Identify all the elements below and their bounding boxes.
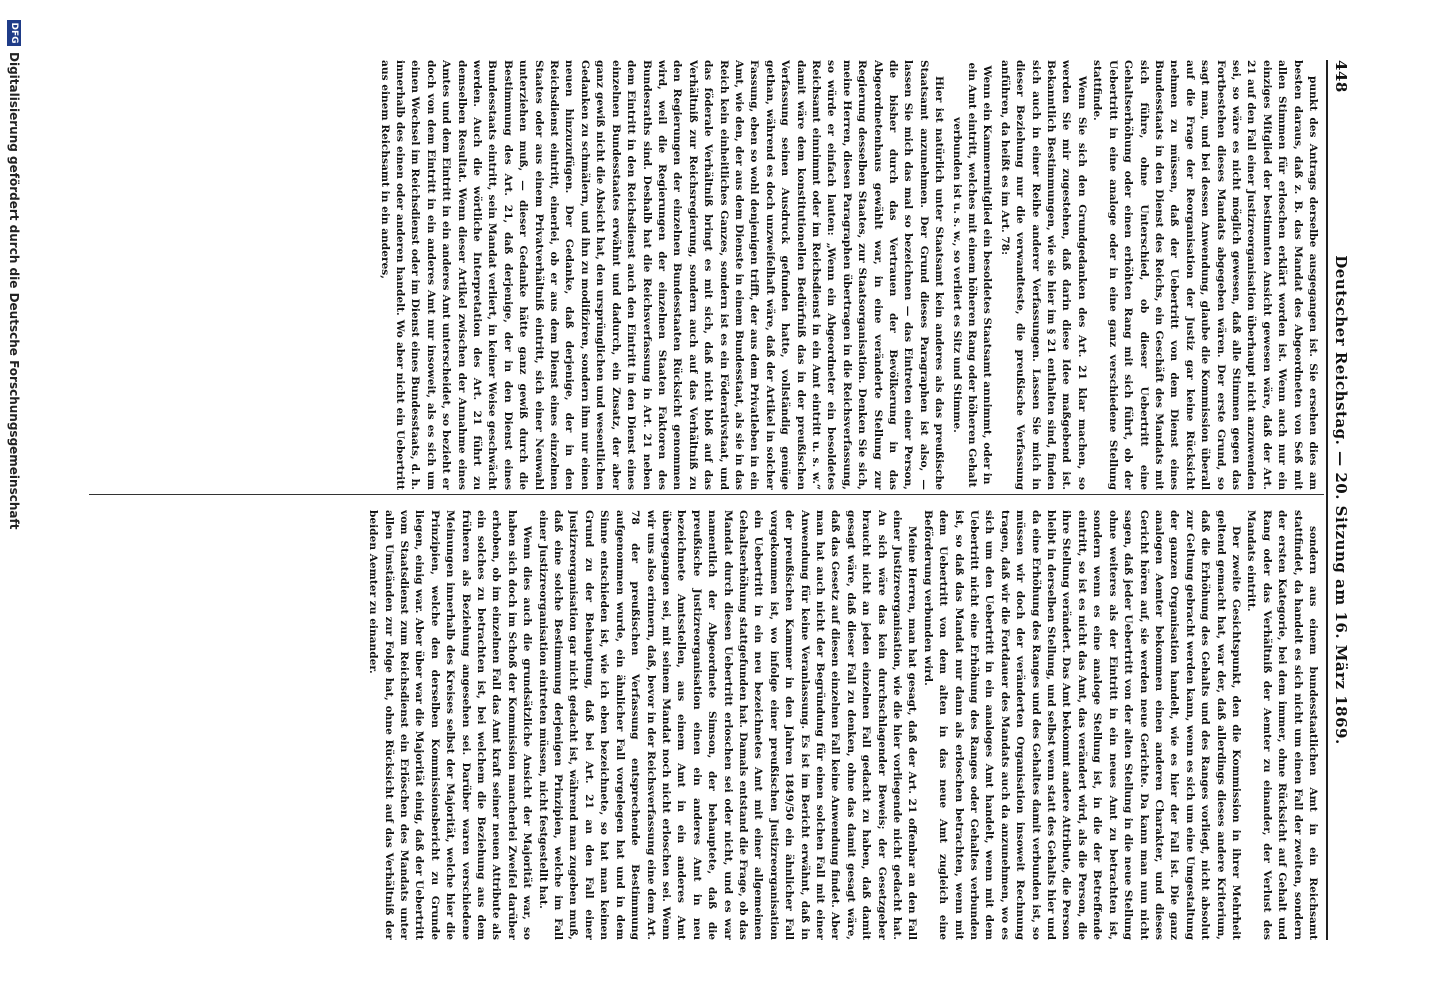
- column-divider: [89, 494, 1324, 495]
- left-paragraph: punkt des Antrags derselbe ausgegangen ist. Sie ersehen dies am besten daraus, daß z. B. das Mandat des Abgeordneten von Seß mit allen Stimmen für erloschen erklärt worden ist. Wenn auch nur ein einziges Mitglied der bestimmten Ansicht gewesen wäre, daß der Art. 21 auf den Fall einer Justizreorganisation überhaupt nicht anzuwenden sei, so wäre es nicht möglich gewesen, daß alle Stimmen gegen das Fortbestehen dieses Mandats abgegeben wären. Der erste Grund, so sagt man, und bei dessen Anwendung, glaube die Kommission überall auf die Frage der Reorganisation der Justiz gar keine Rücksicht nehmen zu müssen, daß der Uebertritt von dem Dienst eines Bundesstaats in den Dienst des Reichs, ein Geschäft des Mandats mit sich führe, ohne Unterschied, ob dieser Uebertritt eine Gehaltserhöhung oder einen erhöhten Rang mit sich führt, ob der Uebertritt in eine analoge oder in eine ganz verschiedene Stellung stattfinde.: [1091, 60, 1319, 490]
- page-number: 448: [1332, 60, 1350, 93]
- credit-text: Digitalisierung gefördert durch die Deutsche Forschungsgemeinschaft: [7, 52, 21, 530]
- header-rule: [1326, 60, 1328, 940]
- quoted-article: Wenn ein Kammermitglied ein besoldetes Staatsamt annimmt, oder in ein Amt eintritt, welches mit einem höheren Rang oder höheren Gehalt verbunden ist u. s. w., so verliert es Sitz und Stimme.: [950, 62, 994, 488]
- left-paragraph: Wenn Sie sich den Grundgedanken des Art. 21 klar machen, so werden Sie mir zugestehen, daß darin diese Idee maßgebend ist. Bekanntlich Bestimmungen, wie sie hier im § 21 enthalten sind, finden sich auch in einer Reihe anderer Verfassungen. Lassen Sie mich in dieser Beziehung nur die verwandteste, die preußische Verfassung anführen, da heißt es im Art. 78:: [998, 60, 1088, 490]
- dfg-logo: DFG: [7, 20, 21, 46]
- page-header: [1330, 60, 1352, 940]
- right-paragraph: Meine Herren, man hat gesagt, daß der Art. 21 offenbar an den Fall einer Justizreorganisation, wie die hier vorliegende nicht gedacht hat. An sich wäre das kein durchschlagender Beweis; der Gesetzgeber braucht nicht an jeden einzelnen Fall gedacht zu haben, daß damit gesagt wäre, daß dieser Fall zu denken, ohne das damit gesagt wäre, daß das Gesetz auf diesen einzelnen Fall keine Anwendung findet. Aber man hat auch nicht der Begründung für einen solchen Fall mit einer Anwendung für keine Veranlassung. Es ist im Bericht erwähnt, daß in der preußischen Kammer in den Jahren 1849/50 ein ähnlicher Fall vorgekommen ist, wo infolge einer preußischen Justizreorganisation ein Uebertritt in ein neu bezeichnetes Amt mit einer allgemeinen Gehaltserhöhung stattgefunden hat. Damals entstand die Frage, ob das Mandat durch diesen Uebertritt erloschen sei oder nicht, und es war namentlich der Abgeordnete Simson, der behauptete, daß die preußische Justizreorganisation einen ein anderes Amt in neu bezeichnete Amtsstellen, aus einem Amt in ein anderes Amt übergegangen sei, mit seinem Mandat noch nicht erloschen sei. Wenn wir uns also erinnern, daß, bevor in der Reichsverfassung eine dem Art. 78 der preußischen Verfassung entsprechende Bestimmung aufgenommen wurde, ein ähnlicher Fall vorgelegen hat und in dem Sinne entschieden ist, wie ich eben bezeichnete, so hat man keinen Grund zu der Behauptung, daß bei Art. 21 an den Fall einer Justizreorganisation gar nicht gedacht ist, während man zugeben muß, daß eine solche Bestimmung derjenigen Prinzipien, welche im Fall einer Justizreorganisation eintreten müssen, nicht festgestellt hat.: [536, 510, 919, 940]
- right-paragraph: Wenn dies auch die grundsätzliche Ansicht der Majorität war, so haben sich doch im Schoß der Kommission mancherlei Zweifel darüber erhoben, ob im einzelnen Fall das Amt kraft seiner neuen Attribute als ein solches zu betrachten ist, bei welchem die Beziehung aus dem früheren als Beziehung angesehen sei. Darüber waren verschiedene Meinungen innerhalb des Kreises selbst der Majorität, welche hier die Prinzipien, welche den derselben Kommissionsbericht zu Grunde liegen, einig war. Aber über war die Majorität einig, daß der Uebertritt vom Staatsdienst zum Reichsdienst ein Erlöschen des Mandats unter allen Umständen zur Folge hat, ohne Rücksicht auf das Verhältniß der beiden Aemter zu einander.: [367, 510, 534, 940]
- page-title: Deutscher Reichstag. — 20. Sitzung am 16. März 1869.: [1332, 255, 1350, 745]
- left-paragraph: Hier ist natürlich unter Staatsamt kein anderes als das preußische Staatsamt anzunehmen. Der Grund dieses Paragraphen ist also, — lassen Sie mich das mal so bezeichnen — das Eintreten einer Person, die bisher durch das Vertrauen der Bevölkerung in das Abgeordnetenhaus gewählt war, in eine veränderte Stellung zur Regierung desselben Staates, zur Staatsorganisation. Denken Sie sich, meine Herren, diesen Paragraphen übertragen in die Reichsverfassung, so würde er einfach lauten: „Wenn ein Abgeordneter ein besoldetes Reichsamt einnimmt oder im Reichsdienst in ein Amt eintritt u. s. w.“ damit wäre dem konstitutionellen Bedürfniß das in der preußischen Verfassung seinen Ausdruck gefunden hatte, vollständig genüge gethan, während es doch unzweifelhaft wäre, daß der Artikel in solcher Fassung, eben so wohl denjenigen trifft, der aus dem Privatleben in ein Amt, wie den, der aus dem Dienste in einem Bundesstaat, als sie in das Reich kein einheitliches Ganzes, sondern ist es ein Föderativstaat, und das föderale Verhältniß bringt es mit sich, daß nicht bloß auf das Verhältniß zur Reichsregierung, sondern auch auf das Verhältniß zu den Regierungen der einzelnen Bundesstaaten Rücksicht genommen wird, weil die Regierungen der einzelnen Staaten Faktoren des Bundesraths sind. Deshalb hat die Reichsverfassung in Art. 21 neben dem Eintritt in den Reichsdienst auch den Eintritt in den Dienst eines einzelnen Bundesstaates erwähnt und dadurch, ein Zusatz, der aber ganz gewiß nicht die Absicht hat, den ursprünglichen und wesentlichen Gedanken zu schmälern, und ihn zu modifiziren, sondern ihm nur einen neuen hinzuzufügen. Der Gedanke, daß derjenige, der in den Reichsdienst eintritt, einerlei, ob er aus dem Dienst eines einzelnen Staates oder aus einem Privatverhältniß eintritt, sich einer Neuwahl unterziehen muß, — dieser Gedanke hätte ganz gewiß durch die Bestimmung des Art. 21, daß derjenige, der in den Dienst eines Bundesstaats eintritt, sein Mandat verliert, in keiner Weise geschwächt werden. Auch die wörtliche Interpretation des Art. 21 führt zu demselben Resultat. Wenn dieser Artikel zwischen der Annahme eines Amtes und dem Eintritt in ein anderes Amt unterscheidet, so bezieht er doch von dem Eintritt in ein anderes Amt nur insoweit, als es sich um einen Wechsel im Reichsdienst oder im Dienst eines Bundesstaats, d. h. innerhalb des einen oder anderen handelt. Wo aber nicht ein Uebertritt aus einem Reichsamt in ein anderes,: [378, 60, 946, 490]
- digitization-credit: [4, 20, 24, 980]
- right-column: [95, 510, 1320, 940]
- right-paragraph: Der zweite Gesichtspunkt, den die Kommission in ihrer Mehrheit geltend gemacht hat, war der, daß allerdings dieses andere Kriterium, daß die Erhöhung des Gehalts und des Ranges vorliegt, nicht absolut zur Geltung gebracht werden kann, wenn es sich um eine Umgestaltung der ganzen Organisation handelt, wie es hier der Fall ist. Die ganz analogen Aemter bekommen einen anderen Charakter, und dieses Gericht hören auf, sie werden neue Gerichte. Da kann man nun nicht sagen, daß jeder Uebertritt von der alten Stellung in die neue Stellung ohne weiteres als der Eintritt in ein neues Amt zu betrachten ist, sondern wenn es eine analoge Stellung ist, in die der Betreffende eintritt, so ist es nicht das Amt, das verändert wird, als die Person, die ihre Stellung verändert. Das Amt bekommt andere Attribute, die Person bleibt in derselben Stellung, und selbst wenn statt des Gehalts hier und da eine Erhöhung des Ranges und des Gehaltes damit verbunden ist, so müssen wir doch der veränderten Organisation insoweit Rechnung tragen, daß wir die Fortdauer des Mandats auch da anzunehmen, wo es sich um den Uebertritt in ein analoges Amt handelt, wenn mit dem Uebertritt nicht eine Erhöhung des Ranges oder Gehaltes verbunden ist, so daß das Mandat nur dann als erloschen betrachten, wenn mit dem Uebertritt von dem alten in das neue Amt zugleich eine Beförderung verbunden wird.: [921, 510, 1242, 940]
- left-column: [95, 60, 1320, 490]
- right-paragraph: sondern aus einem bundesstaatlichen Amt in ein Reichsamt stattfindet, da handelt es sich nicht um einen Fall der zweiten, sondern der ersten Kategorie, bei dem immer, ohne Rücksicht auf Gehalt und Rang oder das Verhältniß der Aemter zu einander, der Verlust des Mandats eintritt.: [1245, 510, 1319, 940]
